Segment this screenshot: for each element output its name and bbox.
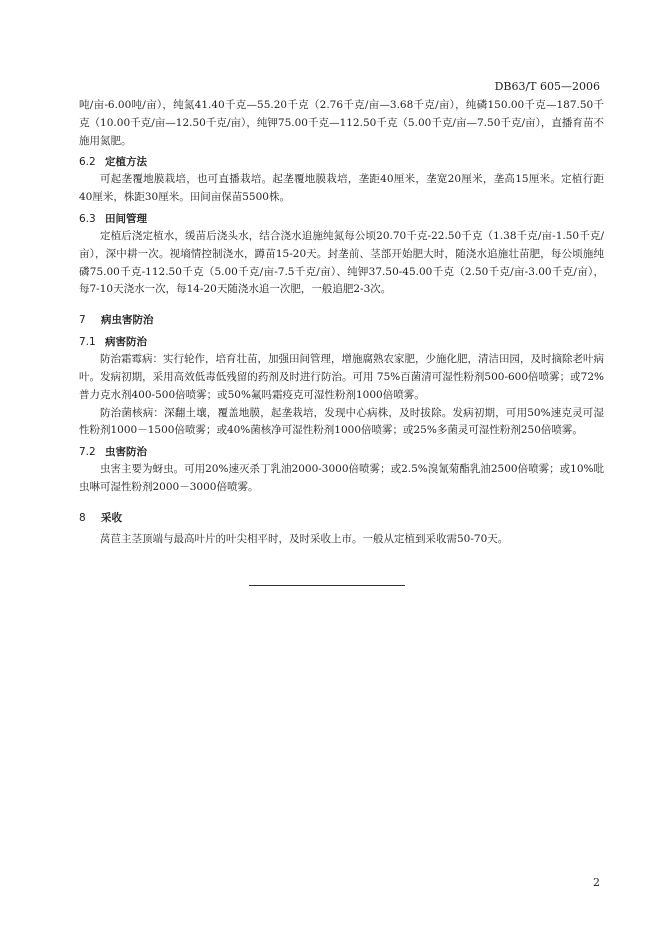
section-6-3-body: 定植后浇定植水，缓苗后浇头水，结合浇水追施纯氮每公顷20.70千克-22.50千克（1.38千克/亩-1.50千克/亩），深中耕一次。视墒情控制浇水，蹲苗15-20天。封垄前、茎部开始肥大时，随浇水追施壮苗肥，每公顷施纯磷75.00千克-112.50千克（5.00千克/亩-7.5千克/亩）、纯钾37.50-45.00千克（2.50千克/亩-3.00千克/亩），每7-10天浇水一次，每14-20天随浇水追一次肥，一般追肥2-3次。 xyxy=(79,229,604,296)
section-8-body: 莴苣主茎顶端与最高叶片的叶尖相平时，及时采收上市。一般从定植到采收需50-70天。 xyxy=(100,532,509,545)
section-7-2-heading xyxy=(79,443,604,461)
section-number: 7 xyxy=(79,314,86,327)
page-content xyxy=(79,97,604,549)
section-7-1-paragraph-2: 防治菌核病：深翻土壤，覆盖地膜，起垄栽培，发现中心病株，及时拔除。发病初期，可用50%速克灵可湿性粉剂1000－1500倍喷雾；或40%菌核净可湿性粉剂1000倍喷雾；或25%多菌灵可湿性粉剂250倍喷雾。 xyxy=(79,406,604,437)
section-8-heading xyxy=(79,509,604,527)
section-7-1-heading xyxy=(79,333,604,351)
section-number: 7.1 xyxy=(79,336,96,349)
section-7-1-paragraph-1: 防治霜霉病：实行轮作，培育壮苗，加强田间管理，增施腐熟农家肥，少施化肥，清洁田园，及时摘除老叶病叶。发病初期，采用高效低毒低残留的药剂及时进行防治。可用 75%百菌清可湿性粉剂500-600倍喷雾；或72%普力克水剂400-500倍喷雾；或50%氟吗霜疫克可湿性粉剂1000倍喷雾。 xyxy=(79,353,604,401)
document-code: DB63/T 605—2006 xyxy=(494,80,600,93)
section-title: 采收 xyxy=(101,511,122,524)
section-number: 6.3 xyxy=(79,212,96,225)
section-number: 7.2 xyxy=(79,446,96,459)
section-7-heading xyxy=(79,311,604,329)
section-7-2-body: 虫害主要为蚜虫。可用20%速灭杀丁乳油2000-3000倍喷雾；或2.5%溴氰菊酯乳油2500倍喷雾；或10%吡虫啉可湿性粉剂2000－3000倍喷雾。 xyxy=(79,463,604,493)
section-number: 6.2 xyxy=(79,156,96,169)
end-rule xyxy=(249,585,405,586)
section-6-2-heading xyxy=(79,153,604,171)
continued-paragraph: 吨/亩-6.00吨/亩），纯氮41.40千克—55.20千克（2.76千克/亩—3.68千克/亩），纯磷150.00千克—187.50千克（10.00千克/亩—12.50千克/亩），纯钾75.00千克—112.50千克（5.00千克/亩—7.50千克/亩），直播育苗不施用氮肥。 xyxy=(79,99,604,147)
section-6-3-heading xyxy=(79,210,604,228)
section-6-2-body: 可起垄覆地膜栽培，也可直播栽培。起垄覆地膜栽培，垄距40厘米，垄宽20厘米，垄高15厘米。定植行距40厘米，株距30厘米。田间亩保苗5500株。 xyxy=(79,173,604,204)
section-title: 田间管理 xyxy=(105,212,147,225)
section-title: 定植方法 xyxy=(105,156,147,169)
page-number: 2 xyxy=(593,876,600,889)
section-title: 虫害防治 xyxy=(105,446,147,459)
section-title: 病虫害防治 xyxy=(101,314,154,327)
section-title: 病害防治 xyxy=(105,336,147,349)
section-number: 8 xyxy=(79,511,86,524)
